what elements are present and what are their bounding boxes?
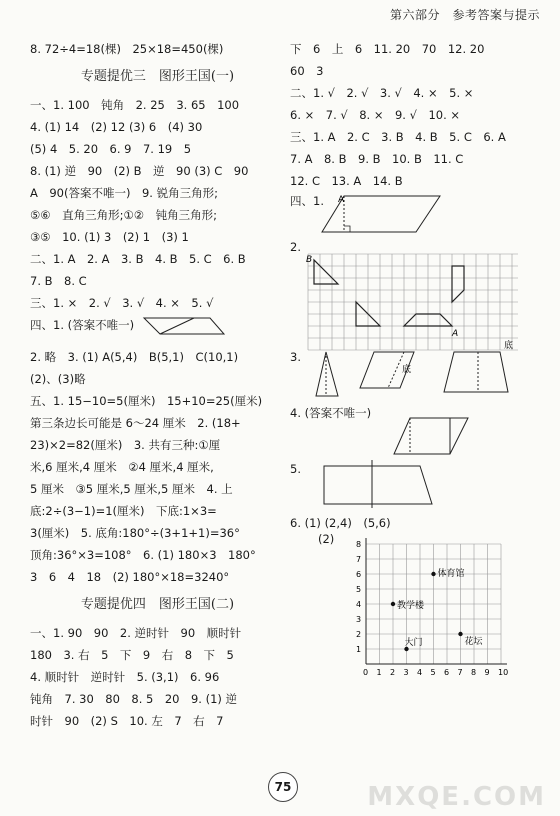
point-label: 教学楼 [397, 601, 425, 611]
point-label: 体育馆 [437, 569, 465, 579]
answer-line: 二、1. A 2. A 3. B 4. B 5. C 6. B [30, 252, 246, 266]
y-tick-label: 4 [356, 600, 362, 609]
figure-q3 [290, 341, 552, 404]
answer-line: 8. (1) 逆 90 (2) B 逆 90 (3) C 90 [30, 164, 249, 178]
answer-line: 23)×2=82(厘米) 3. 共有三种:①厘 [30, 438, 221, 452]
x-tick-label: 6 [444, 668, 450, 677]
label-a2: A [452, 329, 459, 339]
answer-line: 7. B 8. C [30, 274, 87, 288]
figure-q4-1 [290, 192, 552, 238]
x-tick-label: 1 [376, 668, 382, 677]
y-tick-label: 6 [356, 570, 362, 579]
point-label: 花坛 [464, 637, 483, 647]
x-tick-label: 2 [390, 668, 396, 677]
answer-line: 60 3 [290, 64, 324, 78]
label-a: A [338, 195, 345, 205]
answer-line: 时针 90 (2) S 10. 左 7 右 7 [30, 714, 224, 728]
answer-line: 3(厘米) 5. 底角:180°÷(3+1+1)=36° [30, 526, 240, 540]
coordinate-chart [342, 534, 542, 684]
answer-line: 3 6 4 18 (2) 180°×18=3240° [30, 570, 230, 584]
answer-line: 二、1. √ 2. √ 3. √ 4. × 5. × [290, 86, 474, 100]
answer-line [30, 314, 285, 336]
header-title: 第六部分 参考答案与提示 [389, 8, 540, 22]
answer-line: 三、1. A 2. C 3. B 4. B 5. C 6. A [290, 130, 506, 144]
y-tick-label: 8 [356, 540, 362, 549]
answer-line: 6. × 7. √ 8. × 9. √ 10. × [290, 108, 461, 122]
x-tick-label: 8 [471, 668, 477, 677]
height-figures [304, 341, 554, 404]
x-tick-label: 0 [363, 668, 369, 677]
section-title: 专题提优四 图形王国(二) [80, 597, 235, 612]
y-tick-label: 2 [356, 630, 362, 639]
answer-line: 180 3. 右 5 下 9 右 8 下 5 [30, 648, 234, 662]
y-tick-label: 1 [356, 645, 362, 654]
x-tick-label: 3 [403, 668, 409, 677]
answer-line: 2. 略 3. (1) A(5,4) B(5,1) C(10,1) [30, 350, 239, 364]
answer-line: 4. 顺时针 逆时针 5. (3,1) 6. 96 [30, 670, 220, 684]
x-tick-label: 10 [498, 668, 509, 677]
answer-text: 5. [290, 462, 301, 476]
answer-line: 8. 72÷4=18(棵) 25×18=450(棵) [30, 42, 224, 56]
answer-line: A 90(答案不唯一) 9. 锐角三角形; [30, 186, 218, 200]
right-column [290, 38, 552, 684]
x-tick-label: 9 [484, 668, 490, 677]
answer-line: 三、1. × 2. √ 3. √ 4. × 5. √ [30, 296, 214, 310]
answer-line: 12. C 13. A 14. B [290, 174, 403, 188]
answer-text: (2) [318, 532, 335, 546]
answer-text: 4. (答案不唯一) [290, 406, 372, 420]
answer-line: 底:2÷(3−1)=1(厘米) 下底:1×3= [30, 504, 217, 518]
answer-line: ③⑤ 10. (1) 3 (2) 1 (3) 1 [30, 230, 189, 244]
answer-line: 顶角:36°×3=108° 6. (1) 180×3 180° [30, 548, 256, 562]
answer-line: 一、1. 100 钝角 2. 25 3. 65 100 [30, 98, 240, 112]
label-b: B [306, 255, 313, 265]
x-tick-label: 5 [430, 668, 436, 677]
parallelogram-figure [138, 315, 228, 337]
answer-text: 3. [290, 350, 301, 364]
figure-q5 [290, 460, 552, 512]
figure-q6-chart [290, 534, 552, 684]
answer-line: (2)、(3)略 [30, 372, 86, 386]
answer-text: 2. [290, 240, 301, 254]
y-tick-label: 5 [356, 585, 362, 594]
left-column [30, 38, 285, 732]
answer-line: 6. (1) (2,4) (5,6) [290, 516, 391, 530]
q3-base-label: 底 [402, 365, 412, 375]
data-point [431, 572, 435, 576]
answer-text: 四、1. [290, 194, 324, 208]
answer-line: 下 6 上 6 11. 20 70 12. 20 [290, 42, 485, 56]
data-point [391, 602, 395, 606]
y-tick-label: 7 [356, 555, 362, 564]
y-tick-label: 3 [356, 615, 362, 624]
page-number: 75 [268, 772, 298, 802]
parallelogram-cut-figure [314, 416, 514, 460]
page-header [0, 0, 560, 30]
answer-line: 7. A 8. B 9. B 10. B 11. C [290, 152, 464, 166]
watermark: MXQE.COM [367, 782, 546, 812]
trapezoid-cut-figure [322, 460, 502, 508]
parallelogram-height-figure [320, 192, 450, 238]
data-point [458, 632, 462, 636]
answer-line: 4. (1) 14 (2) 12 (3) 6 (4) 30 [30, 120, 203, 134]
x-tick-label: 4 [417, 668, 423, 677]
figure-q2 [290, 242, 552, 348]
answer-line: 一、1. 90 90 2. 逆时针 90 顺时针 [30, 626, 242, 640]
answer-text: 四、1. (答案不唯一) [30, 318, 135, 332]
grid-figure [308, 254, 522, 354]
answer-line: 钝角 7. 30 80 8. 5 20 9. (1) 逆 [30, 692, 238, 706]
q3-base-label2: 底 [504, 341, 514, 351]
answer-line: (5) 4 5. 20 6. 9 7. 19 5 [30, 142, 192, 156]
answer-line: 米,6 厘米,4 厘米 ②4 厘米,4 厘米, [30, 460, 214, 474]
answer-line: 五、1. 15−10=5(厘米) 15+10=25(厘米) [30, 394, 263, 408]
answer-line: 5 厘米 ③5 厘米,5 厘米,5 厘米 4. 上 [30, 482, 233, 496]
figure-q4 [290, 404, 552, 460]
section-title: 专题提优三 图形王国(一) [80, 69, 235, 84]
answer-line: 第三条边长可能是 6～24 厘米 2. (18+ [30, 416, 241, 430]
answer-line: ⑤⑥ 直角三角形;①② 钝角三角形; [30, 208, 217, 222]
x-tick-label: 7 [457, 668, 463, 677]
point-label: 大门 [404, 638, 423, 648]
